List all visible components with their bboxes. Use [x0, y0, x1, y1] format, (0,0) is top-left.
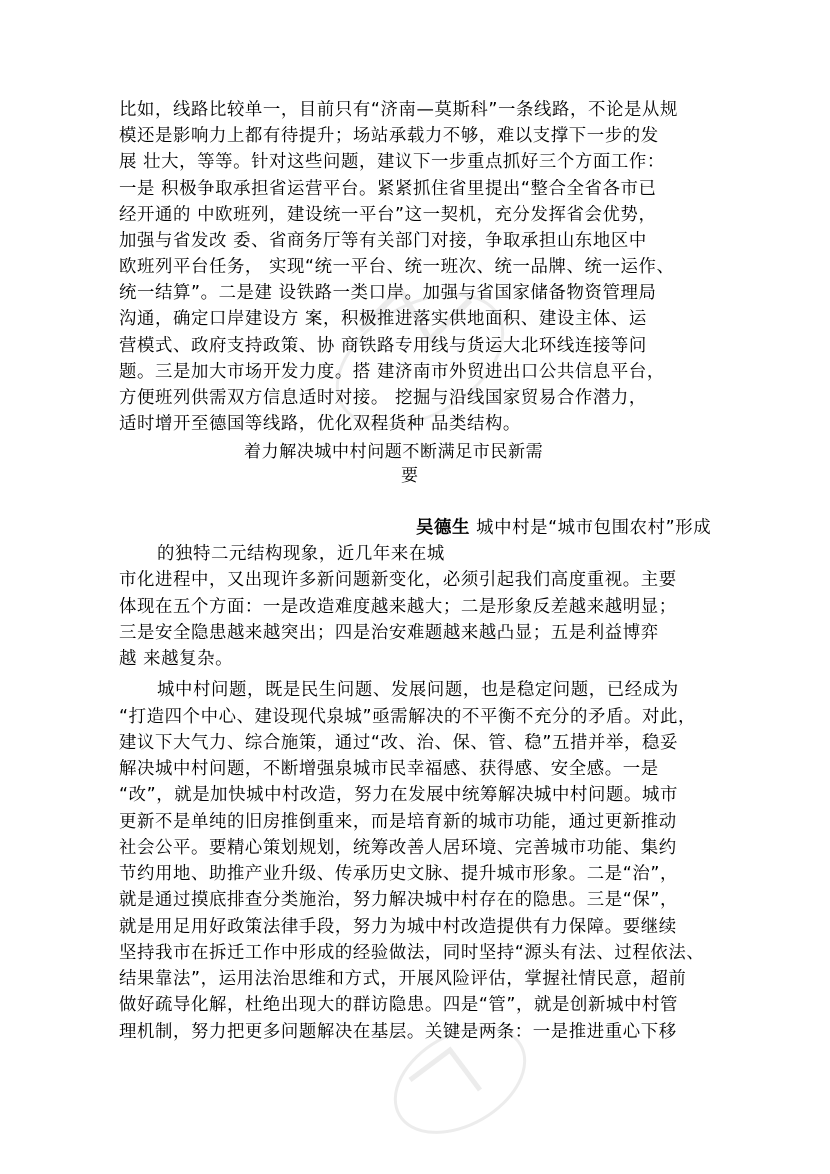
text-line: 一是 积极争取承担省运营平台。紧紧抓住省里提出“整合全省各市已: [119, 179, 657, 199]
author-name: 吴德生: [416, 518, 470, 538]
text-line: “改”，就是加快城中村改造，努力在发展中统筹解决城中村问题。城市: [119, 785, 678, 805]
author-line: [416, 516, 711, 540]
text-line: 三是安全隐患越来越突出；四是治安难题越来越凸显；五是利益博弈: [119, 623, 659, 643]
text-line: 就是通过摸底排查分类施治，努力解决城中村存在的隐患。三是“保”，: [119, 890, 678, 910]
text-line: 加强与省发改 委、省商务厅等有关部门对接，争取承担山东地区中: [119, 231, 647, 251]
text-line: 解决城中村问题，不断增强泉城市民幸福感、获得感、安全感。一是: [119, 759, 659, 779]
text-line: 方便班列供需双方信息适时对接。 挖掘与沿线国家贸易合作潜力，: [119, 388, 647, 408]
text-line: 题。三是加大市场开发力度。搭 建济南市外贸进出口公共信息平台，: [119, 362, 665, 382]
article-title-line1: 着力解决城中村问题不断满足市民新需: [244, 442, 544, 462]
text-line: 节约用地、助推产业升级、传承历史文脉、提升城市形象。二是“治”，: [119, 864, 678, 884]
text-line: 市化进程中，又出现许多新问题新变化，必须引起我们高度重视。主要: [119, 570, 677, 590]
text-line: 体现在五个方面：一是改造难度越来越大；二是形象反差越来越明显；: [119, 597, 677, 617]
text-line: 统一结算”。二是建 设铁路一类口岸。加强与省国家储备物资管理局: [119, 283, 657, 303]
text-line: 越 来越复杂。: [119, 649, 234, 669]
text-line: 理机制，努力把更多问题解决在基层。关键是两条：一是推进重心下移: [119, 1022, 677, 1042]
text-line: 适时增开至德国等线路，优化双程货种 品类结构。: [119, 414, 521, 434]
text-line: 模还是影响力上都有待提升；场站承载力不够，难以支撑下一步的发: [119, 126, 659, 146]
text-line: 的独特二元结构现象，近几年来在城: [157, 544, 445, 564]
text-line: 社会公平。要精心策划规划，统筹改善人居环境、完善城市功能、集约: [119, 838, 677, 858]
text-line: 结果靠法”，运用法治思维和方式，开展风险评估，掌握社情民意，超前: [119, 969, 687, 989]
text-line: “打造四个中心、建设现代泉城”亟需解决的不平衡不充分的矛盾。对此，: [119, 707, 696, 727]
text-line: 做好疏导化解，杜绝出现大的群访隐患。四是“管”，就是创新城中村管: [119, 995, 678, 1015]
author-line-text: 城中村是“城市包围农村”形成: [469, 518, 712, 538]
text-line: 欧班列平台任务， 实现“统一平台、统一班次、统一品牌、统一运作、: [119, 257, 675, 277]
text-line: 比如，线路比较单一，目前只有“济南—莫斯科”一条线路，不论是从规: [119, 100, 678, 120]
text-line: 营模式、政府支持政策、协 商铁路专用线与货运大北环线连接等问: [119, 336, 647, 356]
text-line: 建议下大气力、综合施策，通过“改、治、保、管、稳”五措并举，稳妥: [119, 733, 678, 753]
article-title-line2: 要: [401, 466, 419, 486]
text-line: 沟通，确定口岸建设方 案，积极推进落实供地面积、建设主体、运: [119, 309, 647, 329]
text-line: 更新不是单纯的旧房推倒重来，而是培育新的城市功能，通过更新推动: [119, 812, 677, 832]
text-line: 经开通的 中欧班列，建设统一平台”这一契机，充分发挥省会优势，: [119, 205, 657, 225]
text-line: 坚持我市在拆迁工作中形成的经验做法，同时坚持“源头有法、过程依法、: [119, 943, 705, 963]
text-line: 就是用足用好政策法律手段，努力为城中村改造提供有力保障。要继续: [119, 917, 677, 937]
text-line: 城中村问题，既是民生问题、发展问题，也是稳定问题，已经成为: [157, 680, 679, 700]
text-line: 展 壮大，等等。针对这些问题，建议下一步重点抓好三个方面工作：: [119, 152, 665, 172]
